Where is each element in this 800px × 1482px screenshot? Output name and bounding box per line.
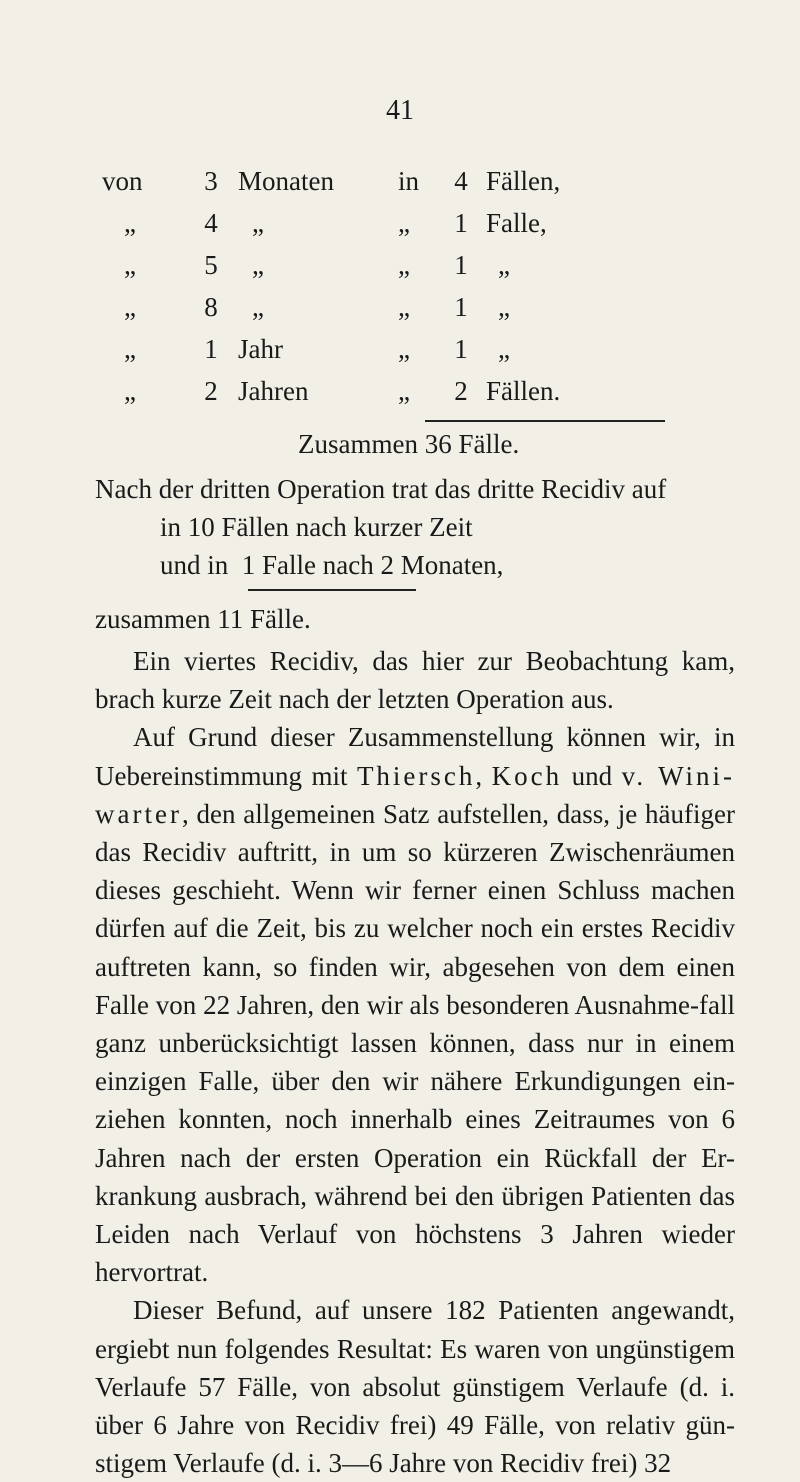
table-cell: „ <box>398 292 410 322</box>
table-cell: 8 <box>204 292 218 322</box>
table-row <box>102 160 648 202</box>
table-row <box>102 328 648 370</box>
table-cell: 2 <box>454 376 468 406</box>
third-op-total: zusammen 11 Fälle. <box>95 604 311 634</box>
paragraph: Auf Grund dieser Zusammenstellung können wir, in Uebereinstimmung mit Thiersch, Koch und v. Wini-warter, den allgemeinen Satz aufstellen, dass, je häufiger das Recidiv auftritt, in um so kürzeren Zwischenräumen dieses geschieht. Wenn wir ferner einen Schluss machen dürfen auf die Zeit, bis zu welcher noch ein erstes Recidiv auftreten kann, so finden wir, abgesehen von dem einen Falle von 22 Jahren, den wir als besonderen Ausnahme-fall ganz unberücksichtigt lassen können, dass nur in einem einzigen Falle, über den wir nähere Erkundigungen ein-ziehen konnten, noch innerhalb eines Zeitraumes von 6 Jahren nach der ersten Operation ein Rückfall der Er-krankung ausbrach, während bei den übrigen Patienten das Leiden nach Verlauf von höchstens 3 Jahren wieder hervortrat. <box>95 722 736 1288</box>
table-cell: „ <box>498 334 510 364</box>
recurrence-interval-table <box>102 160 648 412</box>
author-name: Koch <box>491 760 563 791</box>
table-cell: „ <box>398 334 410 364</box>
table-cell: 5 <box>204 250 218 280</box>
third-op-line3: und in 1 Falle nach 2 Monaten, <box>160 550 504 580</box>
table-cell: 4 <box>204 208 218 238</box>
table-cell: „ <box>124 292 136 322</box>
paragraph: Ein viertes Recidiv, das hier zur Beobachtung kam, brach kurze Zeit nach der letzten Operation aus. <box>95 646 735 715</box>
table-cell: „ <box>252 250 264 280</box>
table-cell: 3 <box>204 166 218 196</box>
table-total: Zusammen 36 Fälle. <box>298 429 520 459</box>
third-op-line2: in 10 Fällen nach kurzer Zeit <box>160 512 473 542</box>
table-cell: „ <box>498 250 510 280</box>
table-cell: 1 <box>454 334 468 364</box>
sum-rule <box>425 420 665 422</box>
paragraph: Dieser Befund, auf unsere 182 Patienten angewandt, ergiebt nun folgendes Resultat: Es waren von ungünstigem Verlaufe 57 Fälle, von absolut günstigem Verlaufe (d. i. über 6 Jahre von Recidiv frei) 49 Fälle, von relativ gün-stigem Verlaufe (d. i. 3—6 Jahre von Recidiv frei) 32 <box>95 1295 735 1479</box>
table-cell: Jahr <box>238 334 283 364</box>
table-cell: „ <box>252 292 264 322</box>
table-cell: von <box>102 166 143 196</box>
table-cell: Falle, <box>486 208 547 238</box>
table-cell: „ <box>398 208 410 238</box>
table-cell: Fällen. <box>486 376 561 406</box>
table-cell: „ <box>124 208 136 238</box>
table-cell: „ <box>498 292 510 322</box>
table-cell: Fällen, <box>486 166 561 196</box>
table-cell: Monaten <box>238 166 334 196</box>
table-row <box>102 244 648 286</box>
sum-rule <box>248 589 416 591</box>
table-cell: „ <box>398 250 410 280</box>
table-cell: „ <box>398 376 410 406</box>
table-cell: 1 <box>204 334 218 364</box>
table-cell: „ <box>124 250 136 280</box>
table-cell: „ <box>124 334 136 364</box>
table-cell: 1 <box>454 250 468 280</box>
body-text <box>95 642 735 1482</box>
table-row <box>102 286 648 328</box>
table-cell: in <box>398 166 420 196</box>
table-row <box>102 370 648 412</box>
author-name: v. Wini-warter <box>95 760 736 829</box>
page-number: 41 <box>386 95 414 126</box>
table-cell: 4 <box>454 166 468 196</box>
table-cell: „ <box>124 376 136 406</box>
table-cell: Jahren <box>238 376 309 406</box>
author-name: Thiersch <box>356 760 476 791</box>
table-cell: 1 <box>454 208 468 238</box>
table-row <box>102 202 648 244</box>
table-cell: 2 <box>204 376 218 406</box>
table-cell: 1 <box>454 292 468 322</box>
table-cell: „ <box>252 208 264 238</box>
third-op-line1: Nach der dritten Operation trat das dritte Recidiv auf <box>95 474 667 504</box>
